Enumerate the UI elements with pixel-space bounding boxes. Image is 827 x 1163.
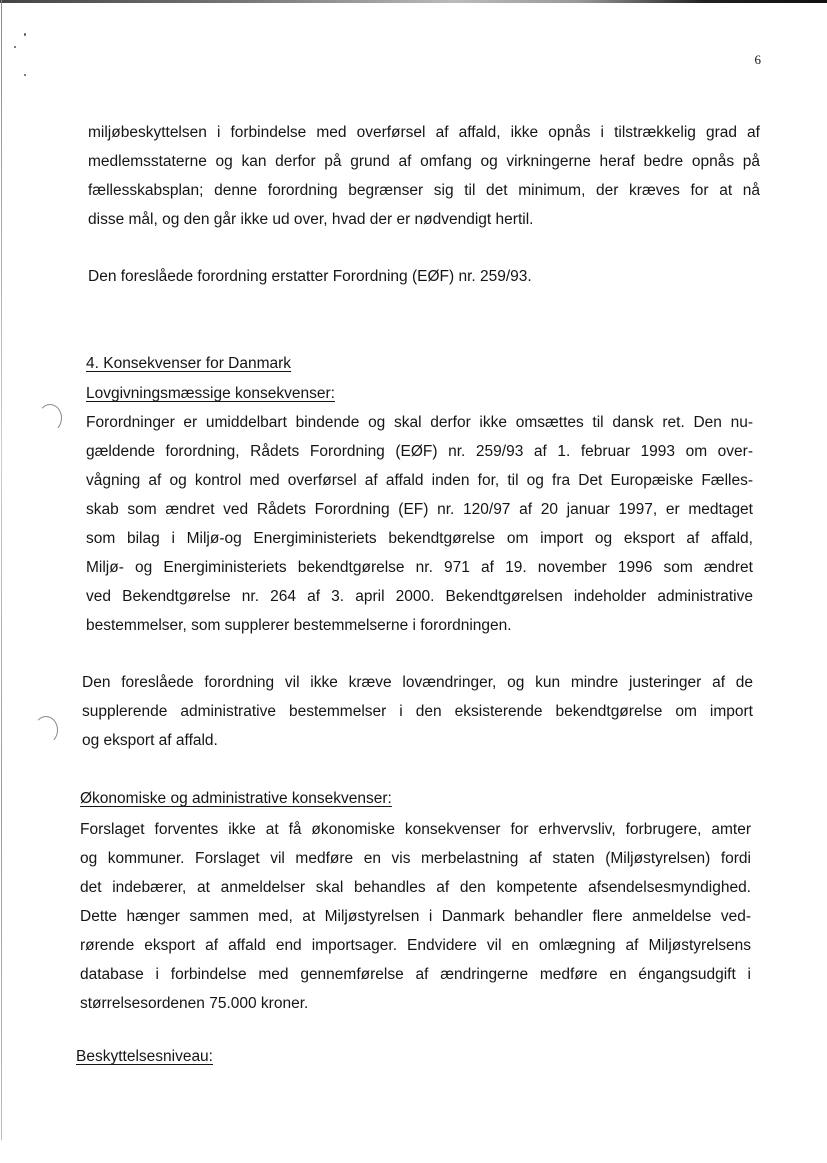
subheading-legislative: Lovgivningsmæssige konsekvenser: xyxy=(86,385,335,402)
text-line: medlemsstaterne og kan derfor på grund af omfang og virkningerne heraf bedre opnås på xyxy=(88,153,760,170)
subheading-economic: Økonomiske og administrative konsekvenser: xyxy=(80,790,392,807)
text-line: database i forbindelse med gennemførelse af ændringerne medføre en éngangsudgift i xyxy=(80,966,751,983)
text-line: Forslaget forventes ikke at få økonomiske konsekvenser for erhvervsliv, forbrugere, amter xyxy=(80,821,751,838)
scan-speck xyxy=(24,33,26,36)
scan-speck xyxy=(14,46,16,48)
punch-hole-mark xyxy=(34,716,58,744)
text-line: disse mål, og den går ikke ud over, hvad der er nødvendigt hertil. xyxy=(88,211,534,228)
text-line: som bilag i Miljø-og Energiministeriets bekendtgørelse om import og eksport af affald, xyxy=(86,530,753,547)
subheading-protection-level: Beskyttelsesniveau: xyxy=(76,1048,213,1065)
text-line: Dette hænger sammen med, at Miljøstyrelsen i Danmark behandler flere anmeldelse ved- xyxy=(80,908,751,925)
text-line: størrelsesordenen 75.000 kroner. xyxy=(80,995,309,1012)
scan-speck xyxy=(24,74,26,76)
section-heading-consequences: 4. Konsekvenser for Danmark xyxy=(86,355,292,372)
text-line: skab som ændret ved Rådets Forordning (EF) nr. 120/97 af 20 januar 1997, er medtaget xyxy=(86,501,753,518)
text-line: rørende eksport af affald end importsager. Endvidere vil en omlægning af Miljøstyrelsens xyxy=(80,937,751,954)
punch-hole-mark xyxy=(38,404,62,432)
scan-edge-top xyxy=(0,0,827,3)
text-line: og kommuner. Forslaget vil medføre en vis merbelastning af staten (Miljøstyrelsen) fordi xyxy=(80,850,751,867)
text-line: ved Bekendtgørelse nr. 264 af 3. april 2000. Bekendtgørelsen indeholder administrative xyxy=(86,588,753,605)
page-number: 6 xyxy=(754,52,761,67)
paragraph-economic-consequences xyxy=(80,815,751,1018)
text-line: vågning af og kontrol med overførsel af affald inden for, til og fra Det Europæiske Fælles- xyxy=(86,472,753,489)
text-line: fællesskabsplan; denne forordning begrænser sig til det minimum, der kræves for at nå xyxy=(88,182,760,199)
text-line: Miljø- og Energiministeriets bekendtgørelse nr. 971 af 19. november 1996 som ændret xyxy=(86,559,753,576)
paragraph-environment-protection xyxy=(88,118,760,234)
paragraph-no-law-changes xyxy=(82,668,753,755)
text-line: det indebærer, at anmeldelser skal behandles af den kompetente afsendelsesmyndighed. xyxy=(80,879,751,896)
text-line: bestemmelser, som supplerer bestemmelserne i forordningen. xyxy=(86,617,512,634)
text-line: og eksport af affald. xyxy=(82,732,218,749)
text-line: Den foreslåede forordning vil ikke kræve lovændringer, og kun mindre justeringer af de xyxy=(82,674,753,691)
scan-edge-left xyxy=(1,0,2,1140)
paragraph-legislative-consequences xyxy=(86,408,753,640)
text-line: Den foreslåede forordning erstatter Forordning (EØF) nr. 259/93. xyxy=(88,268,532,285)
paragraph-replaces-regulation xyxy=(88,262,760,291)
text-line: supplerende administrative bestemmelser i den eksisterende bekendtgørelse om import xyxy=(82,703,753,720)
text-line: gældende forordning, Rådets Forordning (EØF) nr. 259/93 af 1. februar 1993 om over- xyxy=(86,443,753,460)
text-line: miljøbeskyttelsen i forbindelse med overførsel af affald, ikke opnås i tilstrækkelig grad af xyxy=(88,124,760,141)
text-line: Forordninger er umiddelbart bindende og skal derfor ikke omsættes til dansk ret. Den nu- xyxy=(86,414,753,431)
